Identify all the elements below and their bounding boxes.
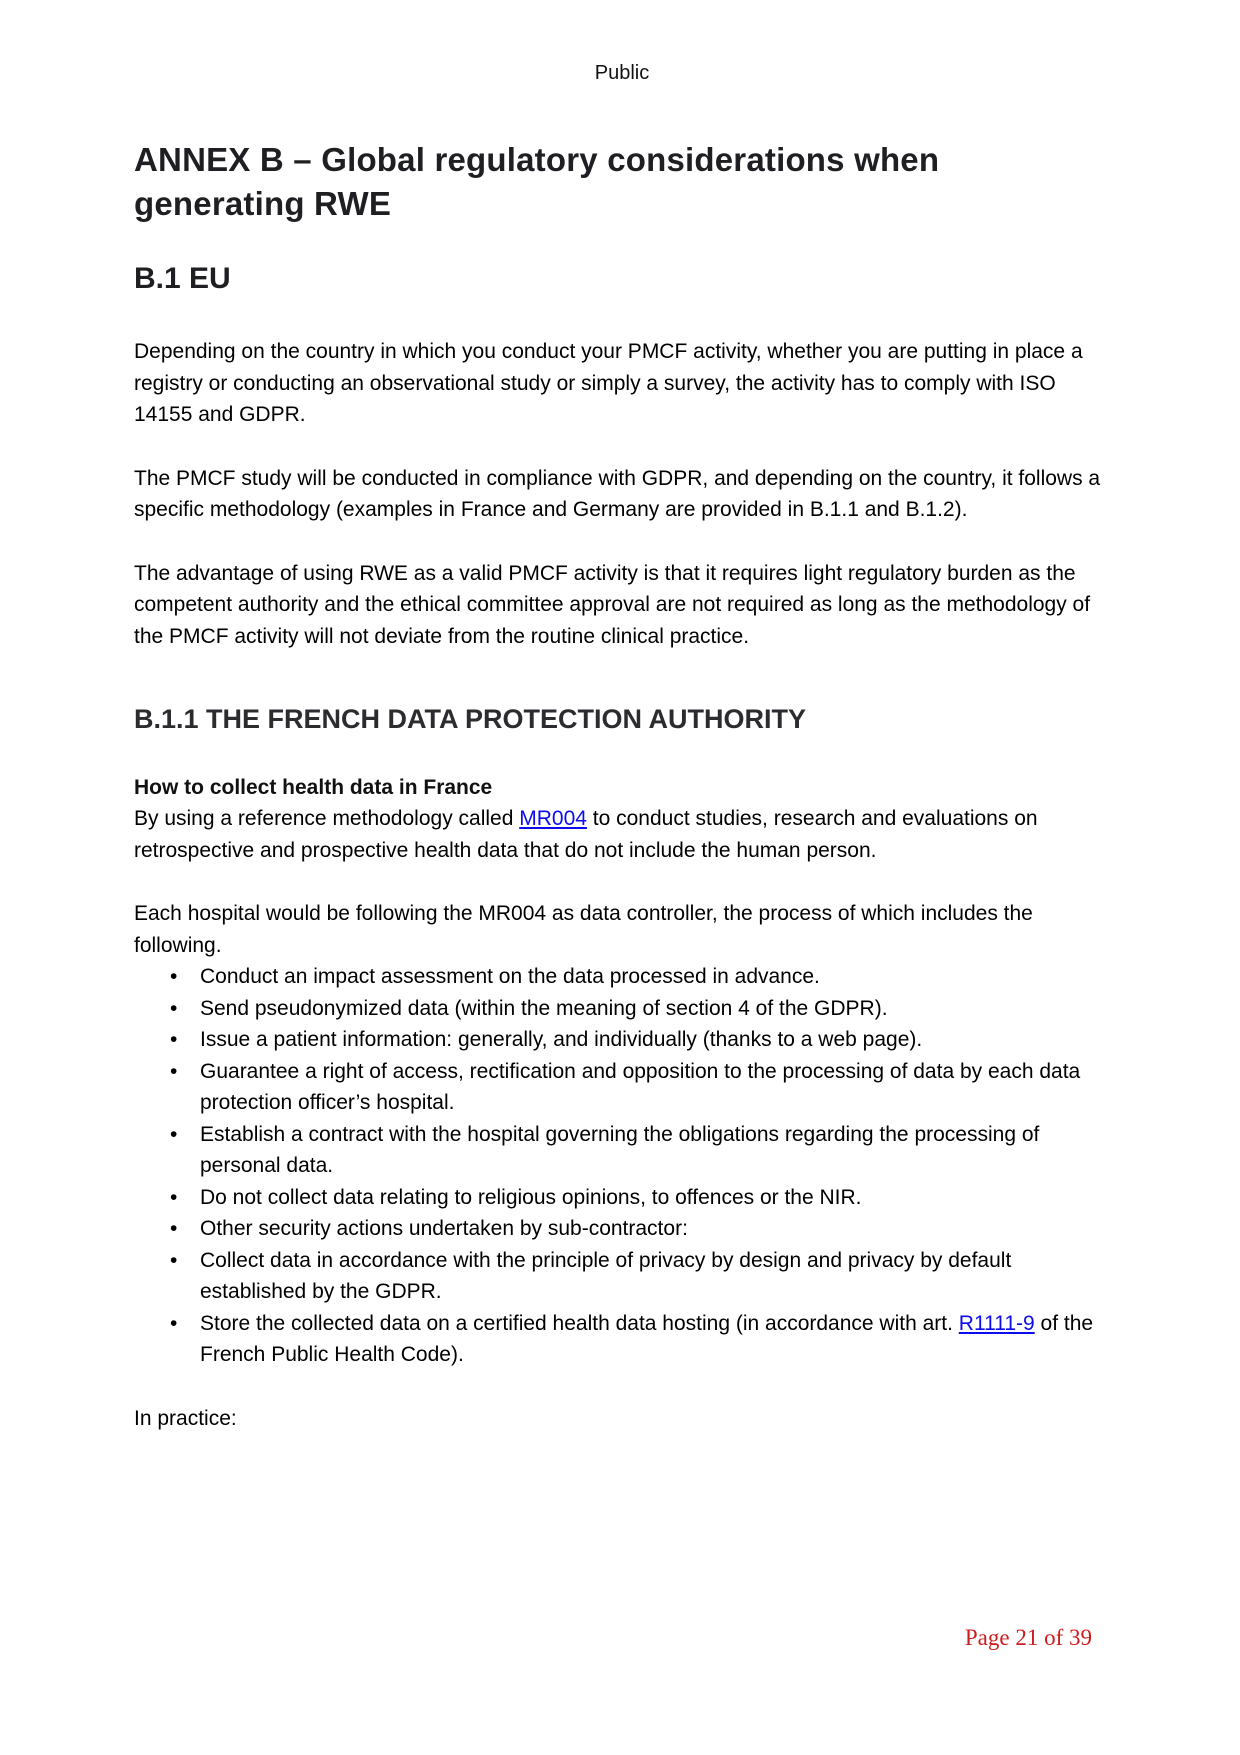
- list-item: [134, 1308, 1110, 1371]
- paragraph-in-practice: In practice:: [134, 1406, 237, 1430]
- list-item: • Conduct an impact assessment on the data processed in advance.: [134, 961, 1110, 993]
- paragraph-mr004-intro: [134, 803, 1110, 866]
- mr004-intro-post-text: to conduct studies, research and evaluations on retrospective and prospective health data that do not include the human person.: [134, 807, 1038, 862]
- section-heading-b11-french-authority: B.1.1 THE FRENCH DATA PROTECTION AUTHORITY: [134, 704, 807, 734]
- list-item: • Do not collect data relating to religious opinions, to offences or the NIR.: [134, 1182, 1110, 1214]
- section-heading-b1-eu: B.1 EU: [134, 262, 231, 295]
- r1111-9-link[interactable]: R1111-9: [958, 1311, 1035, 1335]
- list-item: • Collect data in accordance with the principle of privacy by design and privacy by default established by the GDPR.: [134, 1245, 1110, 1308]
- subheading-collect-health-data-france: How to collect health data in France: [134, 776, 493, 799]
- store-data-post-text: of the French Public Health Code).: [200, 1311, 1094, 1366]
- paragraph-hospital-process-intro: Each hospital would be following the MR004 as data controller, the process of which includes the following.: [134, 902, 1033, 957]
- list-item: • Issue a patient information: generally, and individually (thanks to a web page).: [134, 1024, 1110, 1056]
- page-number-footer: Page 21 of 39: [964, 1625, 1092, 1650]
- annex-title: ANNEX B – Global regulatory considerations when generating RWE: [134, 141, 940, 222]
- list-item: • Establish a contract with the hospital governing the obligations regarding the processing of personal data.: [134, 1119, 1110, 1182]
- mr004-intro-pre-text: By using a reference methodology called: [134, 807, 520, 830]
- header-classification-label: Public: [594, 62, 650, 84]
- mr004-process-bullet-list: [134, 961, 1110, 1371]
- list-item: • Send pseudonymized data (within the meaning of section 4 of the GDPR).: [134, 993, 1110, 1025]
- list-item: • Guarantee a right of access, rectification and opposition to the processing of data by each data protection officer’s hospital.: [134, 1056, 1110, 1119]
- store-data-pre-text: Store the collected data on a certified health data hosting (in accordance with art.: [200, 1311, 959, 1335]
- paragraph-pmcf-compliance: Depending on the country in which you conduct your PMCF activity, whether you are putting in place a registry or conducting an observational study or simply a survey, the activity has to comply with ISO 14155 and GDPR.: [134, 340, 1083, 426]
- paragraph-rwe-advantage: The advantage of using RWE as a valid PMCF activity is that it requires light regulatory burden as the competent authority and the ethical committee approval are not required as long as the methodology of the PMCF activity will not deviate from the routine clinical practice.: [134, 561, 1091, 648]
- list-item: • Other security actions undertaken by sub-contractor:: [134, 1213, 1110, 1245]
- paragraph-gdpr-methodology: The PMCF study will be conducted in compliance with GDPR, and depending on the country, it follows a specific methodology (examples in France and Germany are provided in B.1.1 and B.1.2).: [134, 466, 1101, 521]
- mr004-link[interactable]: MR004: [519, 807, 587, 830]
